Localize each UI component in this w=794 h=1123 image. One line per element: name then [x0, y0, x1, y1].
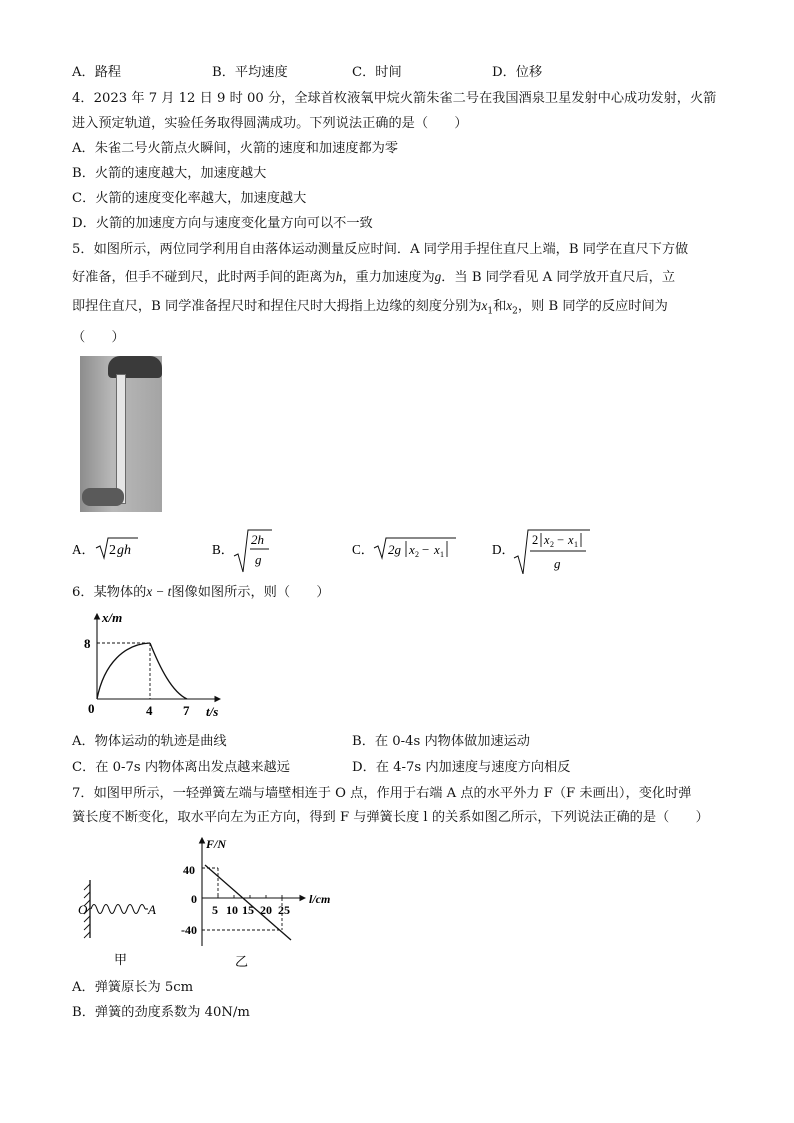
q5-opt-c-2g: 2g	[388, 542, 401, 557]
fl-xlabel: l/cm	[309, 892, 331, 906]
q7-option-a: A．弹簧原长为 5cm	[72, 980, 194, 995]
q6-stem: 6．某物体的x − t图像如图所示，则（ ）	[72, 584, 330, 600]
q5-stem-line2: 好准备，但手不碰到尺，此时两手间的距离为h，重力加速度为g．当 B 同学看见 A 同学放开直尺后，立	[72, 269, 676, 285]
svg-text:2: 2	[532, 533, 539, 547]
q5-stem-line1: 5．如图所示，两位同学利用自由落体运动测量反应时间．A 同学用手捏住直尺上端，B 同学在直尺下方做	[72, 242, 689, 257]
point-o-label: O	[78, 902, 88, 917]
svg-text:1: 1	[440, 550, 444, 559]
xt-ylabel: x/m	[102, 610, 123, 625]
ruler-photo	[80, 356, 162, 512]
xt-curve-fall	[150, 643, 187, 699]
q7-option-b: B．弹簧的劲度系数为 40N/m	[72, 1005, 250, 1020]
q6-option-c: C．在 0-7s 内物体离出发点越来越远	[72, 760, 290, 775]
svg-text:2: 2	[550, 540, 554, 549]
q3-option-c: C．时间	[352, 65, 402, 80]
svg-text:x: x	[544, 533, 550, 547]
q3-option-b: B．平均速度	[212, 65, 288, 80]
fig-jia-caption: 甲	[114, 952, 128, 967]
q4-option-c: C．火箭的速度变化率越大，加速度越大	[72, 191, 307, 206]
q6-option-b: B．在 0-4s 内物体做加速运动	[352, 734, 530, 749]
svg-text:5: 5	[212, 903, 218, 917]
svg-text:2: 2	[415, 550, 419, 559]
ruler-icon	[116, 374, 126, 504]
q5-option-a-label: A．	[72, 542, 95, 557]
point-a-label: A	[148, 902, 156, 917]
fl-ytick-neg40: -40	[181, 923, 197, 937]
svg-text:10: 10	[226, 903, 238, 917]
svg-text:x: x	[409, 542, 415, 557]
fl-ytick-40: 40	[183, 863, 195, 877]
q3-option-d: D．位移	[492, 65, 543, 80]
q5-stem-line4: （ ）	[72, 330, 125, 345]
q5-opt-a-2: 2	[109, 543, 116, 558]
xt-graph	[80, 608, 230, 722]
svg-text:20: 20	[260, 903, 272, 917]
xt-xtick-7: 7	[183, 703, 190, 718]
hand-bottom-icon	[82, 488, 124, 506]
svg-text:1: 1	[574, 540, 578, 549]
q4-stem-line2: 进入预定轨道，实验任务取得圆满成功。下列说法正确的是（ ）	[72, 116, 468, 131]
xt-ytick: 8	[84, 636, 91, 651]
q6-option-a: A．物体运动的轨迹是曲线	[72, 734, 227, 749]
xt-origin: 0	[88, 701, 95, 716]
svg-text:x: x	[434, 542, 440, 557]
q4-option-a: A．朱雀二号火箭点火瞬间，火箭的速度和加速度都为零	[72, 141, 399, 156]
q5-option-d-label: D．	[492, 542, 515, 557]
svg-text:25: 25	[278, 903, 290, 917]
q5-stem-line3: 即捏住直尺，B 同学准备捏尺时和捏住尺时大拇指上边缘的刻度分别为$x_1$和$x_2$，则 B 同学的反应时间为	[72, 298, 668, 317]
f-l-graph	[175, 834, 345, 974]
spring-figure	[78, 878, 168, 968]
q3-option-a: A．路程	[72, 65, 122, 80]
svg-text:−: −	[422, 542, 430, 557]
svg-text:15: 15	[242, 903, 254, 917]
xt-xlabel: t/s	[206, 704, 219, 719]
fl-ytick-0: 0	[191, 892, 197, 906]
q5-opt-b-num: 2h	[251, 532, 264, 547]
fl-ylabel: F/N	[206, 837, 227, 851]
spring-icon	[91, 905, 145, 914]
q5-option-b-label: B．	[212, 542, 234, 557]
radical-d-icon	[514, 530, 590, 574]
xt-curve-rise	[97, 643, 150, 699]
xt-xtick-4: 4	[146, 703, 153, 718]
q5-opt-a-gh: gh	[117, 543, 131, 558]
q5-options	[72, 528, 712, 574]
q5-option-c-label: C．	[352, 542, 374, 557]
q5-opt-b-den: g	[255, 552, 262, 567]
q4-stem-line1: 4．2023 年 7 月 12 日 9 时 00 分，全球首枚液氧甲烷火箭朱雀二号在我国酒泉卫星发射中心成功发射，火箭	[72, 91, 717, 106]
fig-yi-caption: 乙	[235, 954, 249, 969]
svg-text:−: −	[557, 533, 565, 547]
q6-option-d: D．在 4-7s 内加速度与速度方向相反	[352, 760, 571, 775]
q4-option-d: D．火箭的加速度方向与速度变化量方向可以不一致	[72, 216, 373, 231]
svg-text:x: x	[568, 533, 574, 547]
q7-stem-line2: 簧长度不断变化，取水平向左为正方向，得到 F 与弹簧长度 l 的关系如图乙所示，下列说法正确的是（ ）	[72, 810, 709, 825]
svg-text:g: g	[554, 556, 561, 571]
q7-stem-line1: 7．如图甲所示，一轻弹簧左端与墙壁相连于 O 点，作用于右端 A 点的水平外力 F（F 未画出），变化时弹	[72, 786, 692, 801]
q4-option-b: B．火箭的速度越大，加速度越大	[72, 166, 267, 181]
